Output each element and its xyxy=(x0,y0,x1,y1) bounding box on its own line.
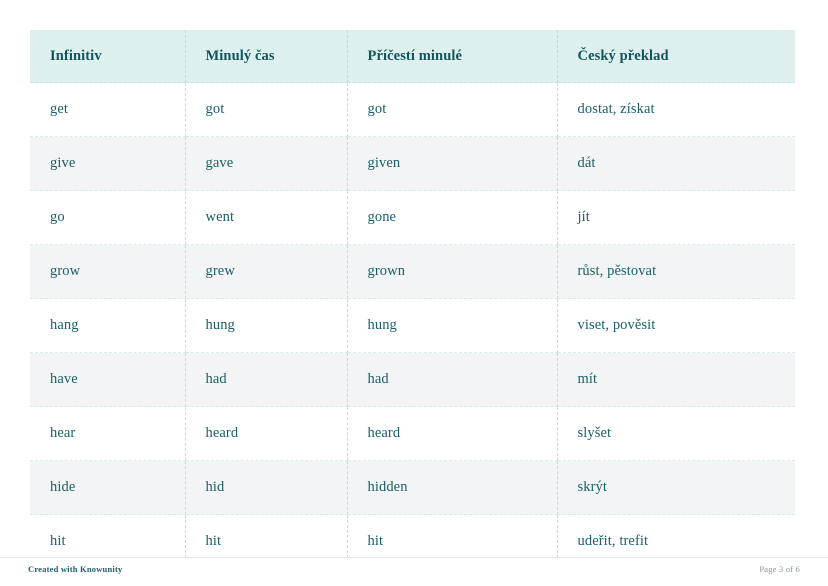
footer-page-number: Page 3 of 6 xyxy=(759,564,800,574)
cell-past-simple: hit xyxy=(185,515,347,569)
cell-past-participle: grown xyxy=(347,245,557,299)
cell-past-participle: got xyxy=(347,83,557,137)
table-row xyxy=(30,461,795,515)
cell-past-simple: heard xyxy=(185,407,347,461)
cell-infinitive: give xyxy=(30,137,185,191)
cell-past-simple: went xyxy=(185,191,347,245)
cell-infinitive: get xyxy=(30,83,185,137)
cell-past-participle: heard xyxy=(347,407,557,461)
table-row xyxy=(30,353,795,407)
cell-infinitive: go xyxy=(30,191,185,245)
cell-translation: slyšet xyxy=(557,407,795,461)
cell-past-participle: gone xyxy=(347,191,557,245)
table-header xyxy=(30,30,795,83)
irregular-verbs-table xyxy=(30,30,795,568)
cell-infinitive: hide xyxy=(30,461,185,515)
table-row xyxy=(30,191,795,245)
column-header-past-simple: Minulý čas xyxy=(185,30,347,83)
cell-translation: skrýt xyxy=(557,461,795,515)
cell-past-participle: hit xyxy=(347,515,557,569)
cell-past-simple: hung xyxy=(185,299,347,353)
cell-past-participle: hung xyxy=(347,299,557,353)
cell-past-simple: grew xyxy=(185,245,347,299)
column-header-czech-translation: Český překlad xyxy=(557,30,795,83)
cell-past-simple: got xyxy=(185,83,347,137)
cell-infinitive: have xyxy=(30,353,185,407)
cell-past-participle: given xyxy=(347,137,557,191)
cell-translation: jít xyxy=(557,191,795,245)
table-row xyxy=(30,83,795,137)
cell-translation: dát xyxy=(557,137,795,191)
table-row xyxy=(30,137,795,191)
cell-past-simple: hid xyxy=(185,461,347,515)
cell-translation: mít xyxy=(557,353,795,407)
column-header-past-participle: Příčestí minulé xyxy=(347,30,557,83)
cell-past-participle: had xyxy=(347,353,557,407)
table-row xyxy=(30,299,795,353)
cell-translation: udeřit, trefit xyxy=(577,533,649,549)
page-footer xyxy=(0,557,828,586)
table-row xyxy=(30,407,795,461)
cell-past-simple: had xyxy=(185,353,347,407)
cell-translation: viset, pověsit xyxy=(557,299,795,353)
column-header-infinitive: Infinitiv xyxy=(30,30,185,83)
cell-infinitive: hang xyxy=(30,299,185,353)
table-body xyxy=(30,83,795,569)
footer-attribution: Created with Knowunity xyxy=(28,564,123,574)
cell-infinitive: grow xyxy=(30,245,185,299)
cell-past-simple: gave xyxy=(185,137,347,191)
cell-infinitive: hit xyxy=(30,515,185,569)
cell-infinitive: hear xyxy=(30,407,185,461)
irregular-verbs-table-container xyxy=(30,30,795,568)
cell-translation: růst, pěstovat xyxy=(557,245,795,299)
table-header-row xyxy=(30,30,795,83)
cell-translation: dostat, získat xyxy=(557,83,795,137)
cell-past-participle: hidden xyxy=(347,461,557,515)
table-row xyxy=(30,245,795,299)
